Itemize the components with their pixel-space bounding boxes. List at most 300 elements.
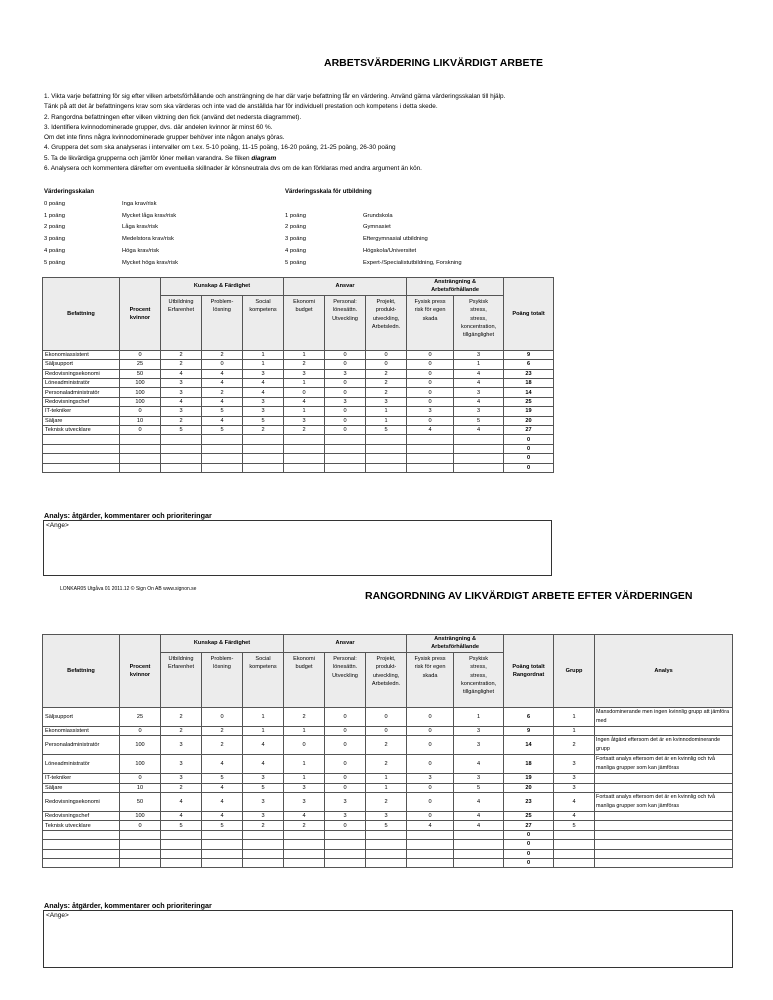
- score-cell[interactable]: 0: [407, 811, 454, 820]
- total-cell[interactable]: 20: [504, 416, 554, 425]
- score-cell[interactable]: 0: [202, 360, 243, 369]
- score-cell[interactable]: 0: [120, 407, 161, 416]
- score-cell[interactable]: 3: [243, 397, 284, 406]
- score-cell[interactable]: 3: [161, 774, 202, 783]
- score-cell[interactable]: 4: [161, 369, 202, 378]
- score-cell[interactable]: [454, 830, 504, 839]
- score-cell[interactable]: [325, 435, 366, 444]
- score-cell[interactable]: 2: [366, 755, 407, 774]
- analysis-cell[interactable]: [595, 821, 733, 830]
- score-cell[interactable]: [243, 849, 284, 858]
- analysis-cell[interactable]: [595, 858, 733, 867]
- score-cell[interactable]: 0: [120, 350, 161, 359]
- score-cell[interactable]: [161, 435, 202, 444]
- score-cell[interactable]: [161, 830, 202, 839]
- score-cell[interactable]: [366, 849, 407, 858]
- score-cell[interactable]: [454, 840, 504, 849]
- score-cell[interactable]: [454, 849, 504, 858]
- ranking-analysis-textbox[interactable]: [43, 910, 733, 968]
- analysis-cell[interactable]: [595, 783, 733, 792]
- score-cell[interactable]: 5: [454, 783, 504, 792]
- ranked-total-cell[interactable]: 9: [504, 726, 554, 735]
- score-cell[interactable]: [366, 463, 407, 472]
- analysis-textbox[interactable]: [43, 520, 552, 576]
- score-cell[interactable]: 25: [120, 707, 161, 726]
- score-cell[interactable]: 3: [407, 407, 454, 416]
- score-cell[interactable]: 3: [325, 369, 366, 378]
- score-cell[interactable]: [325, 444, 366, 453]
- score-cell[interactable]: 100: [120, 397, 161, 406]
- job-title-cell[interactable]: [43, 830, 120, 839]
- score-cell[interactable]: 0: [325, 726, 366, 735]
- score-cell[interactable]: 1: [366, 407, 407, 416]
- ranked-total-cell[interactable]: 25: [504, 811, 554, 820]
- score-cell[interactable]: 0: [407, 350, 454, 359]
- score-cell[interactable]: 4: [243, 388, 284, 397]
- score-cell[interactable]: 0: [325, 407, 366, 416]
- score-cell[interactable]: 1: [243, 360, 284, 369]
- total-cell[interactable]: 9: [504, 350, 554, 359]
- score-cell[interactable]: [325, 463, 366, 472]
- score-cell[interactable]: [202, 435, 243, 444]
- score-cell[interactable]: 4: [202, 397, 243, 406]
- score-cell[interactable]: 4: [454, 369, 504, 378]
- score-cell[interactable]: 5: [202, 821, 243, 830]
- score-cell[interactable]: 1: [366, 774, 407, 783]
- analysis-cell[interactable]: Mansdominerande men ingen kvinnlig grupp att jämföra med: [595, 707, 733, 726]
- job-title-cell[interactable]: [43, 444, 120, 453]
- job-title-cell[interactable]: [43, 435, 120, 444]
- score-cell[interactable]: 0: [407, 707, 454, 726]
- job-title-cell[interactable]: [43, 463, 120, 472]
- ranked-total-cell[interactable]: 23: [504, 792, 554, 811]
- score-cell[interactable]: 3: [161, 388, 202, 397]
- score-cell[interactable]: [454, 463, 504, 472]
- score-cell[interactable]: 4: [202, 783, 243, 792]
- job-title-cell[interactable]: IT-tekniker: [43, 774, 120, 783]
- score-cell[interactable]: [120, 444, 161, 453]
- group-cell[interactable]: 2: [554, 736, 595, 755]
- score-cell[interactable]: 4: [284, 811, 325, 820]
- score-cell[interactable]: 5: [366, 425, 407, 434]
- score-cell[interactable]: [325, 830, 366, 839]
- score-cell[interactable]: 3: [325, 811, 366, 820]
- score-cell[interactable]: 3: [284, 369, 325, 378]
- job-title-cell[interactable]: Redovisningsekonomi: [43, 369, 120, 378]
- job-title-cell[interactable]: Ekonomiassistent: [43, 350, 120, 359]
- score-cell[interactable]: 0: [120, 774, 161, 783]
- group-cell[interactable]: 5: [554, 821, 595, 830]
- score-cell[interactable]: 0: [407, 378, 454, 387]
- score-cell[interactable]: 0: [407, 783, 454, 792]
- score-cell[interactable]: 2: [284, 707, 325, 726]
- score-cell[interactable]: [161, 849, 202, 858]
- score-cell[interactable]: 4: [454, 821, 504, 830]
- score-cell[interactable]: 0: [120, 821, 161, 830]
- score-cell[interactable]: [407, 444, 454, 453]
- job-title-cell[interactable]: Teknisk utvecklare: [43, 821, 120, 830]
- score-cell[interactable]: 0: [366, 350, 407, 359]
- score-cell[interactable]: [243, 830, 284, 839]
- score-cell[interactable]: 2: [202, 388, 243, 397]
- score-cell[interactable]: 4: [202, 811, 243, 820]
- score-cell[interactable]: [284, 444, 325, 453]
- score-cell[interactable]: 0: [325, 360, 366, 369]
- score-cell[interactable]: 2: [366, 792, 407, 811]
- score-cell[interactable]: 5: [454, 416, 504, 425]
- score-cell[interactable]: 2: [366, 378, 407, 387]
- score-cell[interactable]: 2: [202, 726, 243, 735]
- analysis-cell[interactable]: [595, 774, 733, 783]
- score-cell[interactable]: 2: [284, 360, 325, 369]
- ranked-total-cell[interactable]: 27: [504, 821, 554, 830]
- score-cell[interactable]: 2: [366, 388, 407, 397]
- total-cell[interactable]: 27: [504, 425, 554, 434]
- score-cell[interactable]: [120, 858, 161, 867]
- job-title-cell[interactable]: Redovisningsekonomi: [43, 792, 120, 811]
- score-cell[interactable]: 3: [366, 811, 407, 820]
- score-cell[interactable]: 0: [407, 397, 454, 406]
- score-cell[interactable]: 0: [120, 425, 161, 434]
- score-cell[interactable]: 2: [161, 416, 202, 425]
- group-cell[interactable]: 4: [554, 792, 595, 811]
- score-cell[interactable]: 4: [284, 397, 325, 406]
- score-cell[interactable]: [284, 463, 325, 472]
- score-cell[interactable]: [366, 454, 407, 463]
- score-cell[interactable]: 0: [325, 350, 366, 359]
- score-cell[interactable]: 0: [407, 755, 454, 774]
- score-cell[interactable]: 0: [325, 783, 366, 792]
- score-cell[interactable]: 3: [161, 736, 202, 755]
- score-cell[interactable]: 5: [161, 821, 202, 830]
- score-cell[interactable]: 3: [366, 397, 407, 406]
- job-title-cell[interactable]: Löneadministratör: [43, 755, 120, 774]
- score-cell[interactable]: 100: [120, 755, 161, 774]
- score-cell[interactable]: 2: [366, 736, 407, 755]
- score-cell[interactable]: [120, 849, 161, 858]
- job-title-cell[interactable]: IT-tekniker: [43, 407, 120, 416]
- score-cell[interactable]: 3: [161, 378, 202, 387]
- ranked-total-cell[interactable]: 0: [504, 849, 554, 858]
- score-cell[interactable]: 0: [284, 736, 325, 755]
- score-cell[interactable]: 4: [243, 378, 284, 387]
- score-cell[interactable]: 2: [161, 360, 202, 369]
- score-cell[interactable]: 0: [325, 416, 366, 425]
- score-cell[interactable]: 0: [325, 388, 366, 397]
- score-cell[interactable]: 3: [243, 792, 284, 811]
- score-cell[interactable]: 25: [120, 360, 161, 369]
- score-cell[interactable]: 5: [202, 425, 243, 434]
- ranked-total-cell[interactable]: 0: [504, 830, 554, 839]
- score-cell[interactable]: [284, 849, 325, 858]
- score-cell[interactable]: 4: [202, 792, 243, 811]
- score-cell[interactable]: [325, 849, 366, 858]
- total-cell[interactable]: 0: [504, 454, 554, 463]
- score-cell[interactable]: 2: [161, 707, 202, 726]
- score-cell[interactable]: 2: [202, 350, 243, 359]
- score-cell[interactable]: 1: [284, 755, 325, 774]
- score-cell[interactable]: 2: [284, 425, 325, 434]
- score-cell[interactable]: 3: [284, 416, 325, 425]
- score-cell[interactable]: 4: [161, 792, 202, 811]
- score-cell[interactable]: [161, 840, 202, 849]
- job-title-cell[interactable]: Personaladministratör: [43, 388, 120, 397]
- score-cell[interactable]: [202, 444, 243, 453]
- score-cell[interactable]: 0: [120, 726, 161, 735]
- score-cell[interactable]: 0: [407, 792, 454, 811]
- score-cell[interactable]: 3: [454, 407, 504, 416]
- score-cell[interactable]: 4: [243, 755, 284, 774]
- score-cell[interactable]: [407, 830, 454, 839]
- score-cell[interactable]: 5: [202, 407, 243, 416]
- score-cell[interactable]: 3: [243, 811, 284, 820]
- score-cell[interactable]: [161, 463, 202, 472]
- score-cell[interactable]: [407, 454, 454, 463]
- job-title-cell[interactable]: Säljare: [43, 416, 120, 425]
- score-cell[interactable]: 0: [325, 707, 366, 726]
- job-title-cell[interactable]: [43, 858, 120, 867]
- score-cell[interactable]: [407, 435, 454, 444]
- job-title-cell[interactable]: Teknisk utvecklare: [43, 425, 120, 434]
- score-cell[interactable]: [120, 454, 161, 463]
- group-cell[interactable]: 3: [554, 783, 595, 792]
- score-cell[interactable]: [407, 463, 454, 472]
- score-cell[interactable]: [284, 858, 325, 867]
- score-cell[interactable]: 4: [407, 821, 454, 830]
- ranked-total-cell[interactable]: 19: [504, 774, 554, 783]
- score-cell[interactable]: 2: [284, 821, 325, 830]
- total-cell[interactable]: 0: [504, 463, 554, 472]
- score-cell[interactable]: 2: [202, 736, 243, 755]
- score-cell[interactable]: [366, 830, 407, 839]
- group-cell[interactable]: 3: [554, 774, 595, 783]
- score-cell[interactable]: [161, 444, 202, 453]
- score-cell[interactable]: 1: [284, 774, 325, 783]
- score-cell[interactable]: [243, 840, 284, 849]
- score-cell[interactable]: [202, 849, 243, 858]
- score-cell[interactable]: [202, 454, 243, 463]
- score-cell[interactable]: 0: [325, 378, 366, 387]
- analysis-cell[interactable]: [595, 840, 733, 849]
- score-cell[interactable]: [120, 830, 161, 839]
- score-cell[interactable]: 1: [366, 783, 407, 792]
- analysis-cell[interactable]: [595, 849, 733, 858]
- score-cell[interactable]: 3: [161, 407, 202, 416]
- score-cell[interactable]: 5: [243, 416, 284, 425]
- score-cell[interactable]: 50: [120, 369, 161, 378]
- ranked-total-cell[interactable]: 6: [504, 707, 554, 726]
- score-cell[interactable]: [454, 454, 504, 463]
- score-cell[interactable]: [407, 840, 454, 849]
- score-cell[interactable]: [120, 463, 161, 472]
- score-cell[interactable]: [454, 858, 504, 867]
- score-cell[interactable]: 0: [366, 726, 407, 735]
- analysis-cell[interactable]: Ingen åtgärd eftersom det är en kvinnodominerande grupp: [595, 736, 733, 755]
- score-cell[interactable]: 4: [243, 736, 284, 755]
- diagram-tab-link[interactable]: diagram: [251, 154, 277, 162]
- score-cell[interactable]: 4: [202, 755, 243, 774]
- score-cell[interactable]: 3: [243, 369, 284, 378]
- ranked-total-cell[interactable]: 14: [504, 736, 554, 755]
- score-cell[interactable]: 0: [325, 774, 366, 783]
- score-cell[interactable]: 4: [454, 378, 504, 387]
- score-cell[interactable]: [202, 858, 243, 867]
- score-cell[interactable]: 3: [243, 774, 284, 783]
- score-cell[interactable]: [366, 840, 407, 849]
- group-cell[interactable]: [554, 858, 595, 867]
- group-cell[interactable]: [554, 849, 595, 858]
- score-cell[interactable]: 4: [407, 425, 454, 434]
- job-title-cell[interactable]: Säljsupport: [43, 360, 120, 369]
- score-cell[interactable]: [325, 858, 366, 867]
- score-cell[interactable]: 0: [325, 736, 366, 755]
- group-cell[interactable]: 3: [554, 755, 595, 774]
- score-cell[interactable]: 1: [243, 350, 284, 359]
- score-cell[interactable]: 100: [120, 736, 161, 755]
- score-cell[interactable]: 3: [243, 407, 284, 416]
- group-cell[interactable]: 1: [554, 726, 595, 735]
- job-title-cell[interactable]: Ekonomiassistent: [43, 726, 120, 735]
- score-cell[interactable]: [366, 435, 407, 444]
- score-cell[interactable]: 100: [120, 378, 161, 387]
- score-cell[interactable]: 50: [120, 792, 161, 811]
- score-cell[interactable]: 3: [407, 774, 454, 783]
- total-cell[interactable]: 18: [504, 378, 554, 387]
- score-cell[interactable]: 0: [366, 360, 407, 369]
- job-title-cell[interactable]: Redovisningschef: [43, 397, 120, 406]
- score-cell[interactable]: 3: [284, 792, 325, 811]
- score-cell[interactable]: [202, 830, 243, 839]
- total-cell[interactable]: 0: [504, 444, 554, 453]
- score-cell[interactable]: 5: [161, 425, 202, 434]
- group-cell[interactable]: 1: [554, 707, 595, 726]
- score-cell[interactable]: 10: [120, 416, 161, 425]
- score-cell[interactable]: 4: [202, 369, 243, 378]
- ranked-total-cell[interactable]: 0: [504, 858, 554, 867]
- score-cell[interactable]: 1: [243, 707, 284, 726]
- score-cell[interactable]: [325, 454, 366, 463]
- score-cell[interactable]: [243, 444, 284, 453]
- score-cell[interactable]: [202, 463, 243, 472]
- analysis-cell[interactable]: [595, 811, 733, 820]
- score-cell[interactable]: [243, 463, 284, 472]
- total-cell[interactable]: 0: [504, 435, 554, 444]
- score-cell[interactable]: [120, 435, 161, 444]
- job-title-cell[interactable]: Säljare: [43, 783, 120, 792]
- score-cell[interactable]: 4: [454, 397, 504, 406]
- job-title-cell[interactable]: [43, 849, 120, 858]
- analysis-cell[interactable]: [595, 726, 733, 735]
- score-cell[interactable]: 0: [407, 388, 454, 397]
- score-cell[interactable]: [161, 858, 202, 867]
- score-cell[interactable]: 0: [202, 707, 243, 726]
- score-cell[interactable]: 0: [407, 369, 454, 378]
- score-cell[interactable]: 0: [325, 821, 366, 830]
- score-cell[interactable]: 4: [202, 378, 243, 387]
- score-cell[interactable]: 4: [202, 416, 243, 425]
- score-cell[interactable]: 0: [284, 388, 325, 397]
- score-cell[interactable]: 0: [325, 425, 366, 434]
- score-cell[interactable]: 3: [454, 774, 504, 783]
- score-cell[interactable]: [243, 435, 284, 444]
- ranked-total-cell[interactable]: 20: [504, 783, 554, 792]
- group-cell[interactable]: 4: [554, 811, 595, 820]
- job-title-cell[interactable]: [43, 454, 120, 463]
- score-cell[interactable]: 5: [202, 774, 243, 783]
- total-cell[interactable]: 25: [504, 397, 554, 406]
- score-cell[interactable]: 2: [161, 726, 202, 735]
- score-cell[interactable]: 2: [243, 821, 284, 830]
- analysis-cell[interactable]: [595, 830, 733, 839]
- job-title-cell[interactable]: Löneadministratör: [43, 378, 120, 387]
- score-cell[interactable]: 0: [366, 707, 407, 726]
- job-title-cell[interactable]: Redovisningschef: [43, 811, 120, 820]
- group-cell[interactable]: [554, 840, 595, 849]
- score-cell[interactable]: 3: [284, 783, 325, 792]
- score-cell[interactable]: 3: [325, 397, 366, 406]
- score-cell[interactable]: 0: [325, 755, 366, 774]
- score-cell[interactable]: 4: [454, 811, 504, 820]
- job-title-cell[interactable]: Personaladministratör: [43, 736, 120, 755]
- score-cell[interactable]: 1: [284, 350, 325, 359]
- score-cell[interactable]: 4: [454, 792, 504, 811]
- score-cell[interactable]: [325, 840, 366, 849]
- score-cell[interactable]: 2: [161, 350, 202, 359]
- score-cell[interactable]: [284, 454, 325, 463]
- total-cell[interactable]: 14: [504, 388, 554, 397]
- score-cell[interactable]: 4: [454, 425, 504, 434]
- score-cell[interactable]: [407, 858, 454, 867]
- score-cell[interactable]: [366, 858, 407, 867]
- score-cell[interactable]: 3: [325, 792, 366, 811]
- score-cell[interactable]: [202, 840, 243, 849]
- score-cell[interactable]: [454, 444, 504, 453]
- score-cell[interactable]: [366, 444, 407, 453]
- score-cell[interactable]: 100: [120, 388, 161, 397]
- score-cell[interactable]: 1: [454, 360, 504, 369]
- score-cell[interactable]: [407, 849, 454, 858]
- score-cell[interactable]: 3: [454, 350, 504, 359]
- score-cell[interactable]: 100: [120, 811, 161, 820]
- score-cell[interactable]: 5: [366, 821, 407, 830]
- score-cell[interactable]: 10: [120, 783, 161, 792]
- analysis-cell[interactable]: Fortsatt analys eftersom det är en kvinnlig och två manliga grupper som kan jämföras: [595, 755, 733, 774]
- score-cell[interactable]: 2: [161, 783, 202, 792]
- score-cell[interactable]: 2: [243, 425, 284, 434]
- score-cell[interactable]: 4: [161, 397, 202, 406]
- score-cell[interactable]: 3: [454, 726, 504, 735]
- score-cell[interactable]: 0: [407, 416, 454, 425]
- total-cell[interactable]: 23: [504, 369, 554, 378]
- score-cell[interactable]: [120, 840, 161, 849]
- score-cell[interactable]: 4: [454, 755, 504, 774]
- score-cell[interactable]: [243, 858, 284, 867]
- score-cell[interactable]: [284, 435, 325, 444]
- ranked-total-cell[interactable]: 0: [504, 840, 554, 849]
- score-cell[interactable]: 1: [454, 707, 504, 726]
- score-cell[interactable]: 2: [366, 369, 407, 378]
- score-cell[interactable]: 4: [161, 811, 202, 820]
- analysis-cell[interactable]: Fortsatt analys eftersom det är en kvinnlig och två manliga grupper som kan jämföras: [595, 792, 733, 811]
- score-cell[interactable]: [161, 454, 202, 463]
- ranked-total-cell[interactable]: 18: [504, 755, 554, 774]
- group-cell[interactable]: [554, 830, 595, 839]
- score-cell[interactable]: [454, 435, 504, 444]
- score-cell[interactable]: 1: [284, 726, 325, 735]
- score-cell[interactable]: 0: [407, 360, 454, 369]
- score-cell[interactable]: 0: [407, 726, 454, 735]
- job-title-cell[interactable]: [43, 840, 120, 849]
